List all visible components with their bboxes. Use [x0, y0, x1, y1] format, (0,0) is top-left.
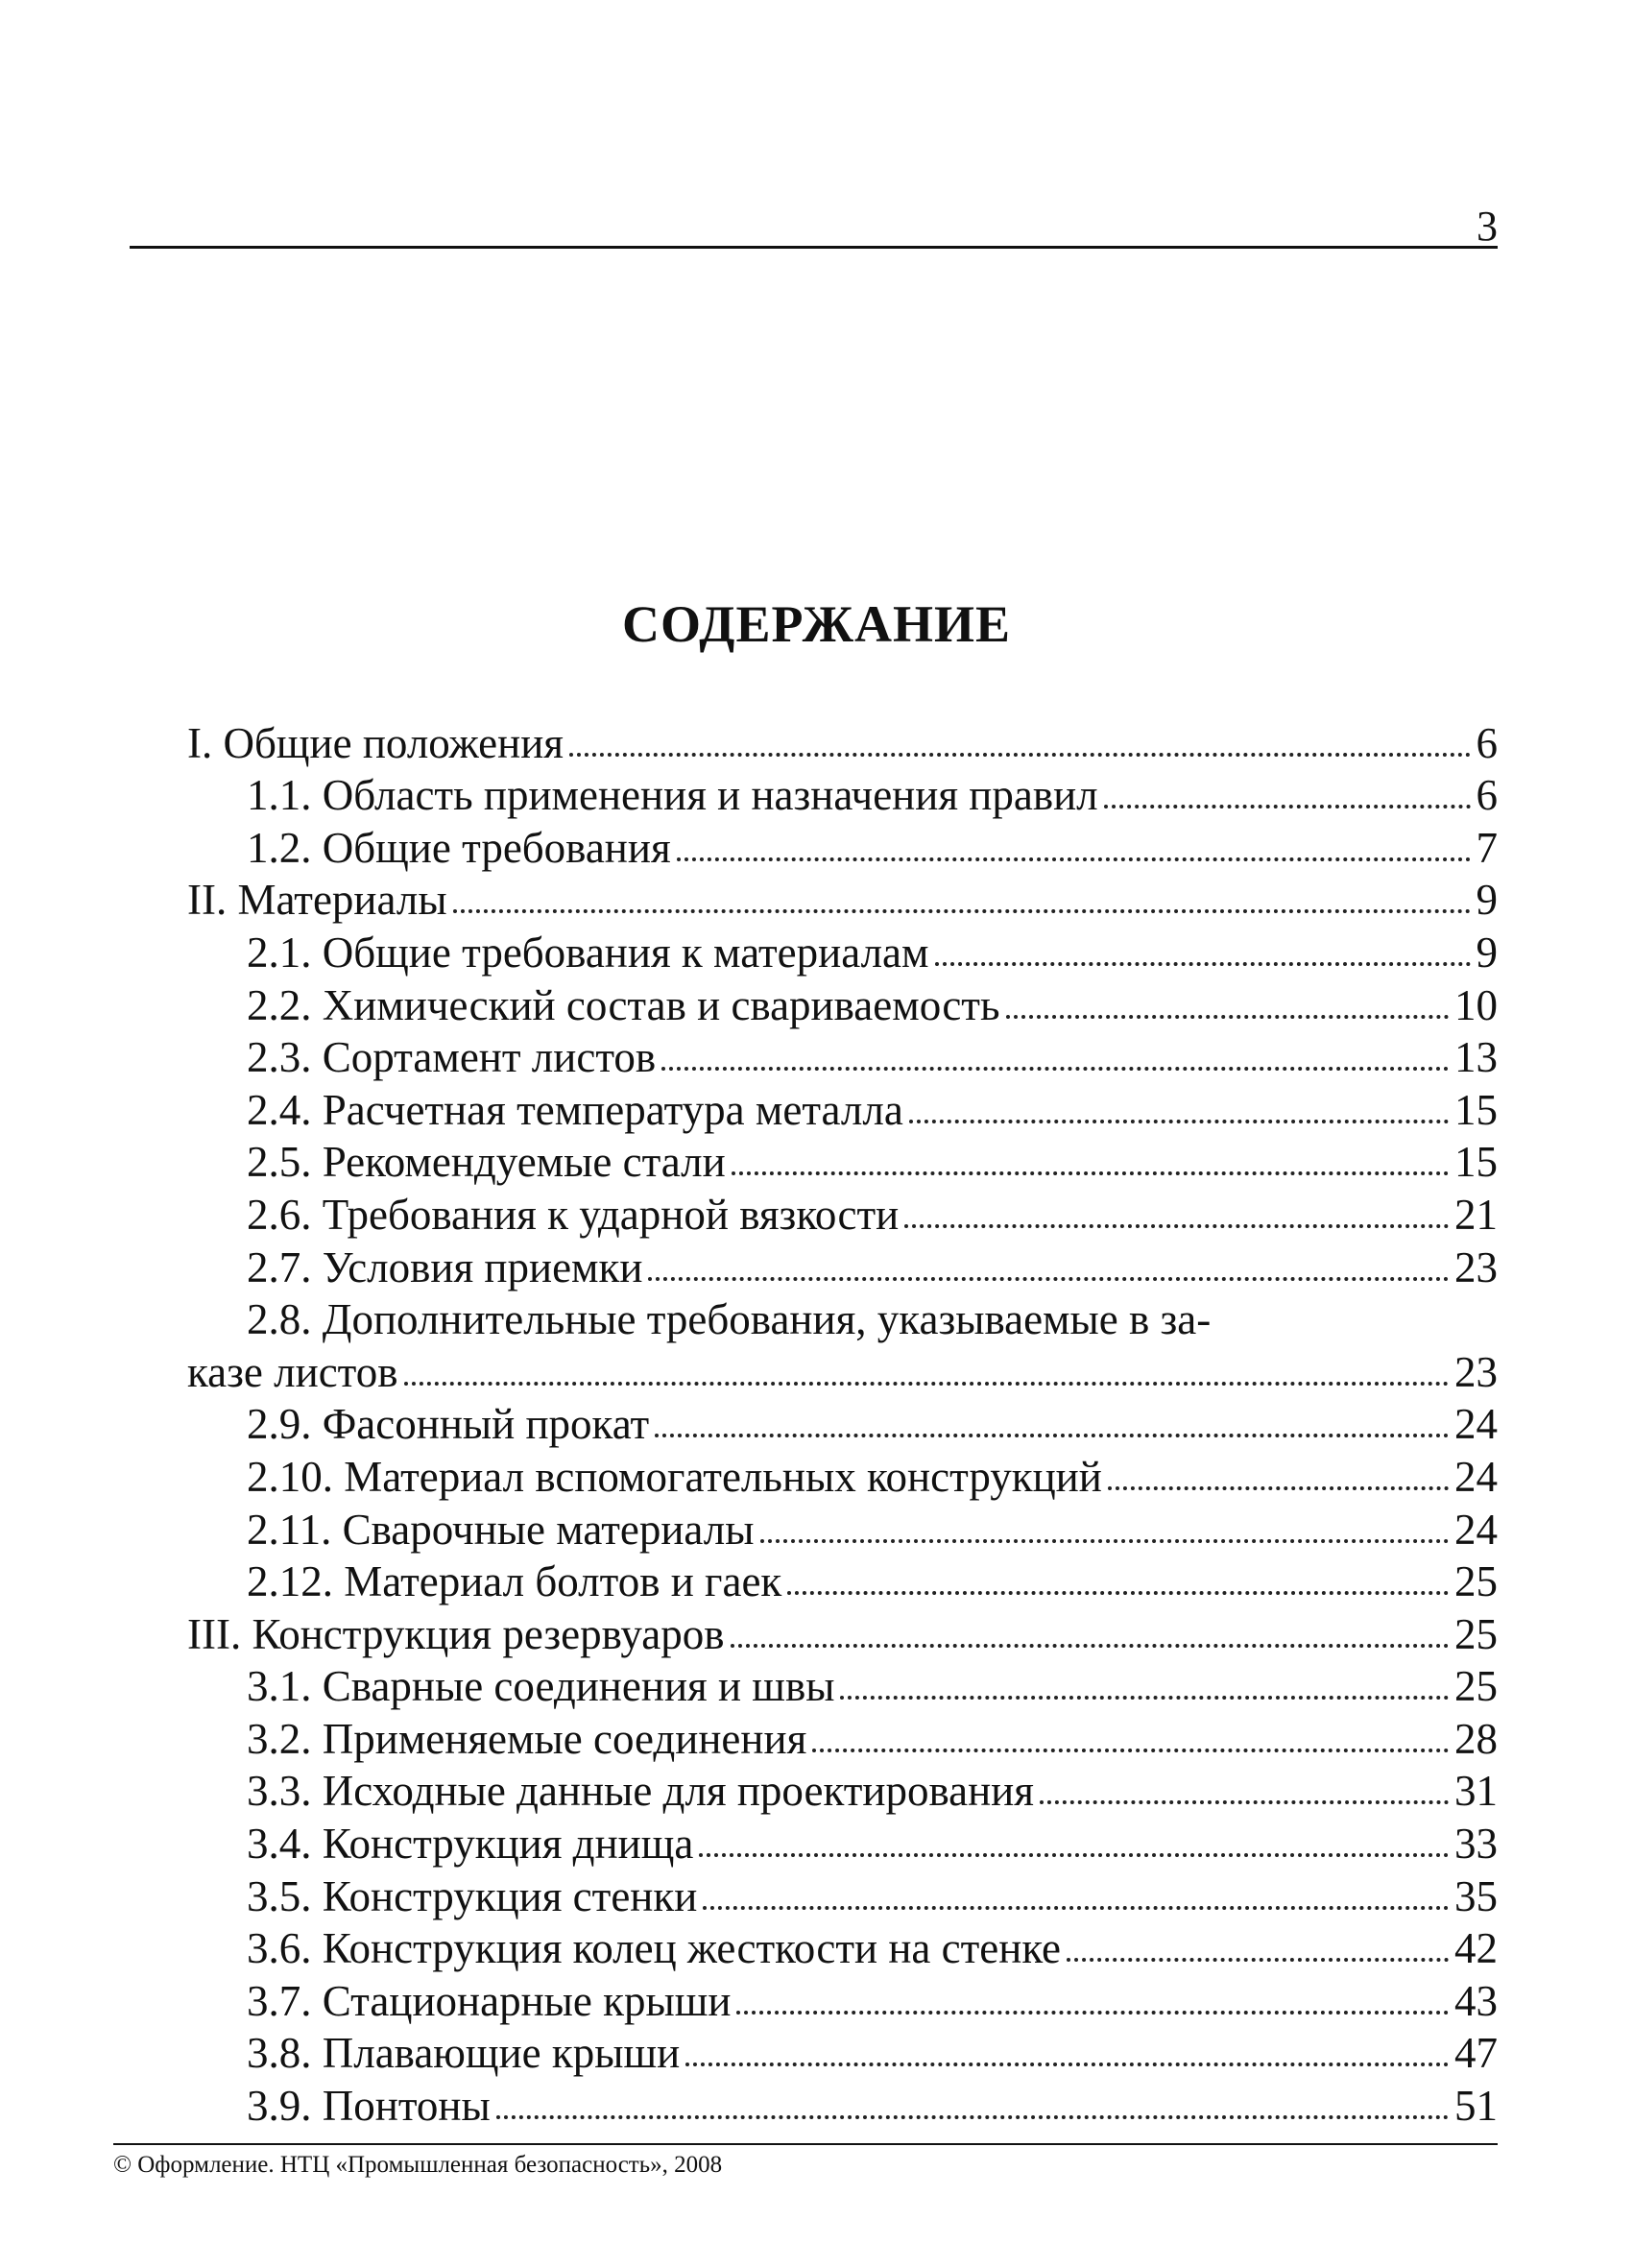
footer-copyright: © Оформление. НТЦ «Промышленная безопасность», 2008: [113, 2152, 723, 2178]
toc-entry-page: 43: [1454, 1976, 1498, 2025]
toc-entry-title: 2.11. Сварочные материалы: [247, 1505, 755, 1554]
toc-entry: [187, 1606, 1498, 1659]
toc-dot-leader: [840, 1696, 1449, 1700]
toc-entry-page: 24: [1454, 1505, 1498, 1554]
toc-entry-title: 2.12. Материал болтов и гаек: [247, 1557, 782, 1606]
toc-entry: [187, 1240, 1498, 1292]
toc-entry: [187, 1135, 1498, 1188]
toc-entry: [187, 1502, 1498, 1555]
toc-entry-title: 1.2. Общие требования: [247, 823, 671, 872]
toc-entry-page: 25: [1454, 1662, 1498, 1711]
toc-entry-title: 2.4. Расчетная температура металла: [247, 1085, 903, 1134]
toc-entry-page: 25: [1454, 1557, 1498, 1606]
toc-entry-title: 2.7. Условия приемки: [247, 1243, 643, 1291]
toc-entry: [187, 1030, 1498, 1083]
toc-dot-leader: [703, 1906, 1449, 1910]
toc-entry-title: 3.1. Сварные соединения и швы: [247, 1662, 835, 1711]
toc-entry-page: 51: [1454, 2082, 1498, 2131]
toc-entry: [187, 1187, 1498, 1240]
toc-entry-title: 3.2. Применяемые соединения: [247, 1714, 807, 1763]
toc-entry: [187, 2078, 1498, 2131]
toc-entry-title: 3.5. Конструкция стенки: [247, 1871, 698, 1920]
toc-dot-leader: [1006, 1015, 1450, 1019]
toc-entry-title: 3.6. Конструкция колец жесткости на стенке: [247, 1924, 1062, 1973]
toc-entry: [187, 2026, 1498, 2079]
toc-entry: [187, 768, 1498, 821]
toc-dot-leader: [812, 1749, 1449, 1752]
toc-entry-title: II. Материалы: [187, 876, 447, 925]
toc-entry: [187, 1449, 1498, 1502]
toc-entry-page: 10: [1454, 980, 1498, 1029]
toc-entry: [187, 1082, 1498, 1135]
toc-dot-leader: [453, 909, 1471, 913]
toc-entry: [187, 820, 1498, 873]
toc-entry-page: 31: [1454, 1767, 1498, 1816]
header-rule: [130, 246, 1498, 249]
toc-entry-title: 2.10. Материал вспомогательных конструкций: [247, 1452, 1102, 1501]
page-number: 3: [1477, 203, 1498, 250]
toc-entry-title: 2.8. Дополнительные требования, указываемые в за-: [247, 1295, 1212, 1344]
toc-entry-page: 24: [1454, 1452, 1498, 1501]
toc-entry-title: I. Общие положения: [187, 718, 564, 767]
toc-entry-title: 2.9. Фасонный прокат: [247, 1400, 650, 1449]
toc-entry-page: 47: [1454, 2029, 1498, 2078]
toc-entry: [187, 1764, 1498, 1817]
toc-dot-leader: [935, 962, 1471, 966]
toc-entry-page: 13: [1454, 1033, 1498, 1082]
toc-entry-title: 3.3. Исходные данные для проектирования: [247, 1767, 1034, 1816]
toc-dot-leader: [685, 2063, 1449, 2066]
toc-entry-page: 23: [1454, 1347, 1498, 1396]
toc-dot-leader: [787, 1591, 1449, 1595]
toc-entry-page: 9: [1476, 928, 1498, 977]
toc-entry-page: 6: [1476, 771, 1498, 820]
toc-entry-page: 35: [1454, 1871, 1498, 1920]
toc-entry: [187, 1344, 1498, 1397]
page-title: СОДЕРЖАНИЕ: [622, 595, 1011, 653]
toc-entry-title: 3.9. Понтоны: [247, 2082, 491, 2131]
toc-entry-page: 24: [1454, 1400, 1498, 1449]
toc-entry: [187, 1973, 1498, 2026]
toc-entry-page: 42: [1454, 1924, 1498, 1973]
toc-dot-leader: [677, 857, 1471, 861]
toc-entry: [187, 873, 1498, 926]
toc-dot-leader: [648, 1277, 1449, 1281]
toc-entry-title: казе листов: [187, 1347, 398, 1396]
toc-entry-page: 15: [1454, 1138, 1498, 1187]
toc-entry-page: 23: [1454, 1243, 1498, 1291]
toc-dot-leader: [1067, 1958, 1449, 1962]
toc-entry: [187, 715, 1498, 768]
toc-entry-title: 2.6. Требования к ударной вязкости: [247, 1190, 900, 1239]
toc-dot-leader: [699, 1853, 1449, 1857]
toc-dot-leader: [1108, 1486, 1449, 1490]
toc-entry-page: 28: [1454, 1714, 1498, 1763]
toc-entry: [187, 977, 1498, 1030]
toc-entry-page: 9: [1476, 876, 1498, 925]
toc-entry-page: 15: [1454, 1085, 1498, 1134]
toc-entry-page: 33: [1454, 1820, 1498, 1869]
toc-dot-leader: [904, 1224, 1449, 1228]
toc-entry: [187, 1869, 1498, 1921]
toc-entry-title: 1.1. Область применения и назначения правил: [247, 771, 1098, 820]
toc-entry-title: 3.4. Конструкция днища: [247, 1820, 694, 1869]
toc-entry-title: 2.2. Химический состав и свариваемость: [247, 980, 1000, 1029]
toc-entry-title: 2.3. Сортамент листов: [247, 1033, 657, 1082]
toc-entry: [187, 1555, 1498, 1607]
toc-entry: [187, 1397, 1498, 1450]
toc-entry-page: 6: [1476, 718, 1498, 767]
table-of-contents: [187, 715, 1498, 2131]
toc-dot-leader: [655, 1434, 1449, 1437]
toc-entry-page: 7: [1476, 823, 1498, 872]
footer-rule: [113, 2143, 1498, 2145]
toc-entry-title: III. Конструкция резервуаров: [187, 1609, 725, 1658]
toc-dot-leader: [1040, 1800, 1449, 1804]
toc-entry: [187, 1816, 1498, 1869]
toc-dot-leader: [760, 1539, 1450, 1543]
toc-dot-leader: [909, 1120, 1449, 1123]
toc-dot-leader: [661, 1067, 1449, 1071]
toc-dot-leader: [496, 2115, 1449, 2119]
toc-dot-leader: [1104, 805, 1471, 808]
toc-dot-leader: [404, 1382, 1450, 1386]
toc-dot-leader: [731, 1644, 1450, 1648]
toc-dot-leader: [732, 1171, 1449, 1175]
toc-dot-leader: [569, 753, 1471, 757]
toc-entry: [187, 925, 1498, 977]
toc-entry: [187, 1292, 1498, 1345]
toc-entry-title: 2.1. Общие требования к материалам: [247, 928, 929, 977]
toc-entry: [187, 1921, 1498, 1974]
toc-entry-title: 3.8. Плавающие крыши: [247, 2029, 681, 2078]
toc-entry-title: 3.7. Стационарные крыши: [247, 1976, 732, 2025]
toc-entry-page: 25: [1454, 1609, 1498, 1658]
toc-entry-page: 21: [1454, 1190, 1498, 1239]
toc-entry: [187, 1711, 1498, 1764]
toc-entry-title: 2.5. Рекомендуемые стали: [247, 1138, 726, 1187]
toc-dot-leader: [736, 2011, 1449, 2015]
toc-entry: [187, 1659, 1498, 1712]
